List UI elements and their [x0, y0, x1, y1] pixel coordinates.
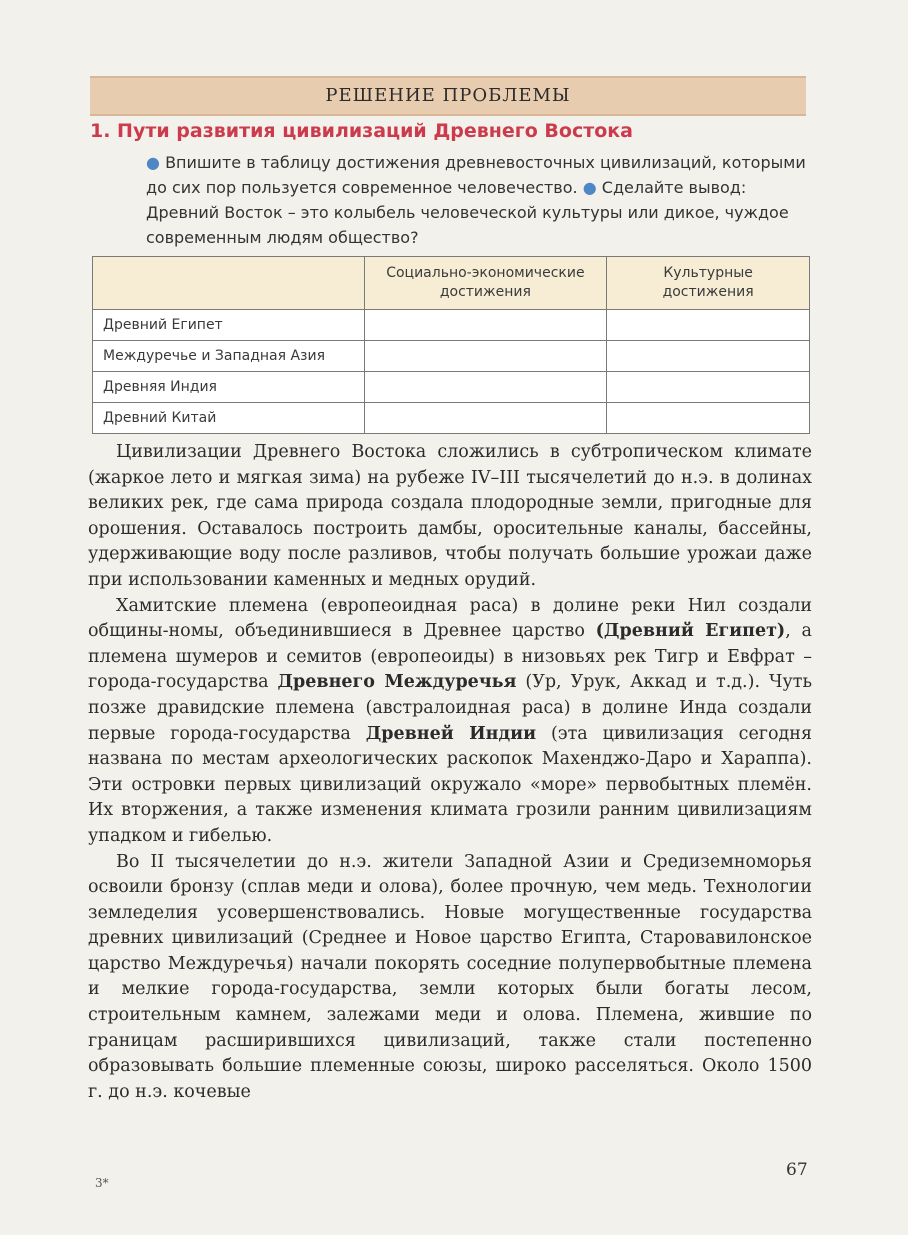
paragraph-1: Цивилизации Древнего Востока сложились в субтропическом климате (жаркое лето и мягкая зима) на рубеже IV–III тысячелетий до н.э. в долинах великих рек, где сама природа создала плодородные земли, пригодные для орошения. Оставалось построить дамбы, оросительные каналы, бассейны, удерживающие воду после разливов, чтобы получать большие урожаи даже при использовании каменных и медных орудий. — [88, 442, 812, 590]
row-label: Древняя Индия — [93, 372, 365, 403]
paragraph-2-text: (эта цивилизация сегодня названа по местам археологических раскопок Махенджо-Даро и Хараппа). Эти островки первых цивилизаций окружало «море» первобытных племён. Их вторжения, а также изменения климата грозили ранним цивилизациям упадком и гибелью. — [88, 723, 812, 846]
table-header-row — [93, 257, 810, 310]
table-row — [93, 372, 810, 403]
printer-signature: 3* — [95, 1176, 109, 1190]
bullet-icon: ● — [582, 178, 597, 197]
term-mesopotamia: Древнего Междуречья — [277, 672, 517, 693]
table-row — [93, 403, 810, 434]
paragraph-2-text: , а племена шумеров и семитов (европеоиды) в низовьях рек Тигр и Евфрат – города-государства — [88, 621, 812, 693]
section-title: 1. Пути развития цивилизаций Древнего Востока — [90, 120, 633, 142]
paragraph-3: Во II тысячелетии до н.э. жители Западной Азии и Средиземноморья освоили бронзу (сплав меди и олова), более прочную, чем медь. Технологии земледелия усовершенствовались. Новые могущественные государства древних цивилизаций (Среднее и Новое царство Египта, Старовавилонское царство Междуречья) начали покорять соседние полупервобытные племена и мелкие города-государства, земли которых были богаты лесом, строительным камнем, залежами меди и олова. Племена, жившие по границам расширившихся цивилизаций, также стали постепенно образовывать большие племенные союзы, широко расселяться. Около 1500 г. до н.э. кочевые — [88, 851, 812, 1102]
task-text-2: Сделайте вывод: Древний Восток – это колыбель человеческой культуры или дикое, чуждое современным людям общество? — [146, 178, 789, 247]
paragraph-2 — [88, 594, 812, 850]
page-number: 67 — [786, 1160, 808, 1180]
banner-title: РЕШЕНИЕ ПРОБЛЕМЫ — [325, 85, 571, 106]
table-header-cell: Культурные достижения — [607, 257, 810, 310]
table-row — [93, 310, 810, 341]
paragraph-2-text: Хамитские племена (европеоидная раса) в долине реки Нил создали общины-номы, объединившиеся в Древнее царство — [88, 595, 812, 642]
bullet-icon: ● — [146, 153, 160, 172]
answer-cell[interactable] — [364, 403, 607, 434]
answer-cell[interactable] — [607, 403, 810, 434]
row-label: Древний Египет — [93, 310, 365, 341]
table-row — [93, 341, 810, 372]
answer-cell[interactable] — [364, 341, 607, 372]
answer-cell[interactable] — [607, 310, 810, 341]
paragraph-2-text: (Ур, Урук, Аккад и т.д.). Чуть позже дравидские племена (австралоидная раса) в долине Инда создали первые города-государства — [88, 672, 812, 744]
answer-cell[interactable] — [607, 372, 810, 403]
term-ancient-india: Древней Индии — [365, 723, 537, 744]
task-text-1: Впишите в таблицу достижения древневосточных цивилизаций, которыми до сих пор пользуется современное человечество. — [146, 153, 806, 197]
task-instructions — [146, 150, 811, 250]
table-header-cell — [93, 257, 365, 310]
term-ancient-egypt: (Древний Египет) — [595, 621, 786, 642]
row-label: Междуречье и Западная Азия — [93, 341, 365, 372]
answer-cell[interactable] — [364, 310, 607, 341]
body-text — [88, 440, 812, 1105]
section-banner — [90, 76, 806, 116]
row-label: Древний Китай — [93, 403, 365, 434]
achievements-table — [92, 256, 810, 434]
answer-cell[interactable] — [364, 372, 607, 403]
answer-cell[interactable] — [607, 341, 810, 372]
table-header-cell: Социально-экономические достижения — [364, 257, 607, 310]
